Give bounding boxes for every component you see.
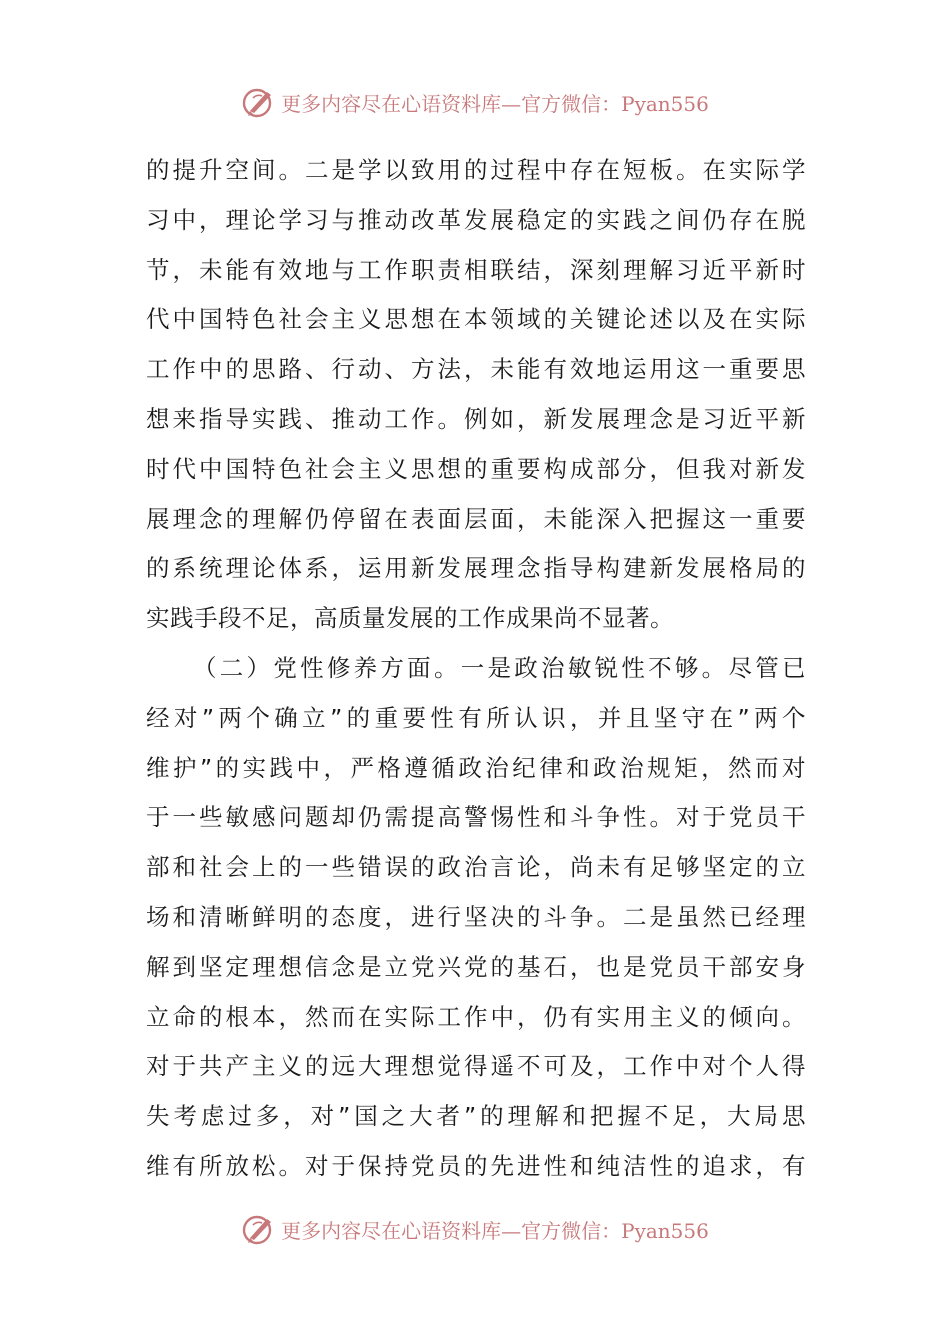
text-line: 于一些敏感问题却仍需提高警惕性和斗争性。对于党员干 [146, 803, 806, 832]
text-line: 失考虑过多，对”国之大者”的理解和把握不足，大局思 [146, 1102, 806, 1131]
text-line: 场和清晰鲜明的态度，进行坚决的斗争。二是虽然已经理 [146, 902, 806, 931]
text-line: 时代中国特色社会主义思想的重要构成部分，但我对新发 [146, 454, 806, 483]
header-banner-text: 更多内容尽在心语资料库—官方微信：Pyan556 [281, 91, 709, 116]
text-line: 维有所放松。对于保持党员的先进性和纯洁性的追求，有 [146, 1151, 806, 1180]
text-line: 习中，理论学习与推动改革发展稳定的实践之间仍存在脱 [146, 205, 806, 234]
pen-logo-icon [241, 84, 277, 120]
text-line: 立命的根本，然而在实际工作中，仍有实用主义的倾向。 [146, 1002, 806, 1031]
text-line: 经对”两个确立”的重要性有所认识，并且坚守在”两个 [146, 703, 806, 732]
text-line: （二）党性修养方面。一是政治敏锐性不够。尽管已 [193, 653, 806, 682]
footer-banner [0, 1209, 950, 1249]
text-line: 节，未能有效地与工作职责相联结，深刻理解习近平新时 [146, 255, 806, 284]
text-line: 解到坚定理想信念是立党兴党的基石，也是党员干部安身 [146, 952, 806, 981]
text-line: 部和社会上的一些错误的政治言论，尚未有足够坚定的立 [146, 853, 806, 882]
footer-banner-text: 更多内容尽在心语资料库—官方微信：Pyan556 [281, 1218, 709, 1243]
text-line: 想来指导实践、推动工作。例如，新发展理念是习近平新 [146, 404, 806, 433]
text-line: 实践手段不足，高质量发展的工作成果尚不显著。 [146, 604, 674, 633]
text-line: 的提升空间。二是学以致用的过程中存在短板。在实际学 [146, 156, 806, 184]
text-line: 代中国特色社会主义思想在本领域的关键论述以及在实际 [146, 305, 806, 334]
document-body [146, 146, 806, 1192]
text-line: 维护”的实践中，严格遵循政治纪律和政治规矩，然而对 [146, 753, 806, 782]
text-line: 工作中的思路、行动、方法，未能有效地运用这一重要思 [146, 355, 806, 384]
text-line: 对于共产主义的远大理想觉得遥不可及，工作中对个人得 [146, 1052, 806, 1081]
pen-logo-icon [241, 1211, 277, 1247]
header-banner [0, 82, 950, 122]
text-line: 的系统理论体系，运用新发展理念指导构建新发展格局的 [146, 554, 806, 583]
text-line: 展理念的理解仍停留在表面层面，未能深入把握这一重要 [146, 504, 806, 533]
